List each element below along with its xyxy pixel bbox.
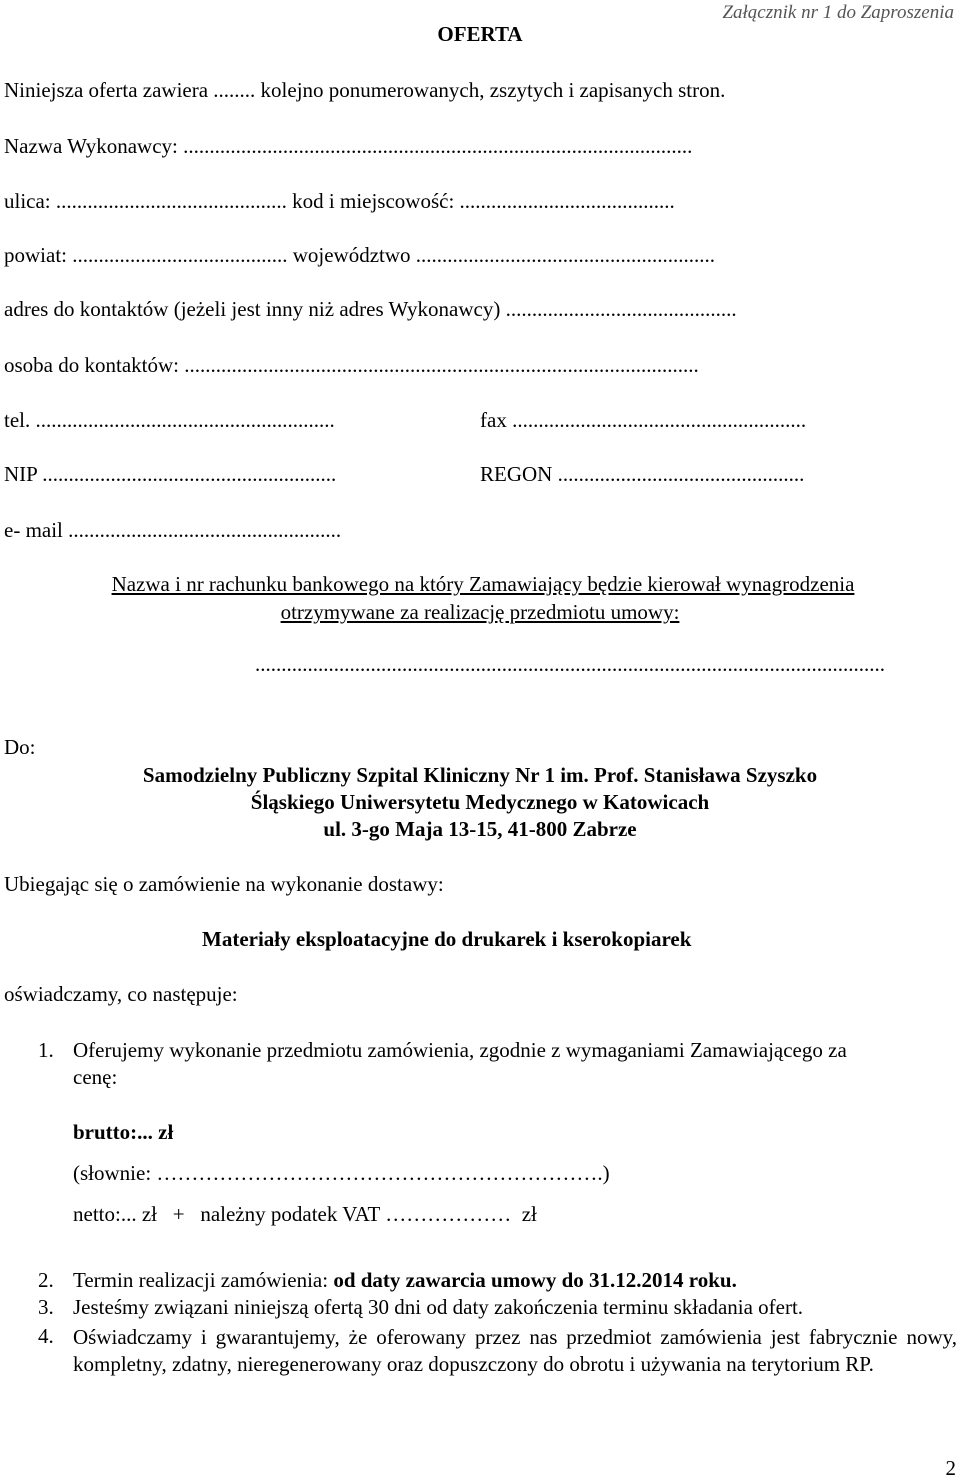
contractor-name-field: Nazwa Wykonawcy: ................................................................................................. [4, 134, 693, 158]
item-4-number: 4. [38, 1324, 54, 1348]
document-title: OFERTA [437, 22, 523, 46]
recipient-name-line2: Śląskiego Uniwersytetu Medycznego w Katowicach [250, 790, 710, 814]
attachment-label: Załącznik nr 1 do Zaproszenia [722, 2, 954, 23]
item-1-number: 1. [38, 1038, 54, 1062]
net-price-field: netto:... zł + należny podatek VAT ……………… zł [73, 1202, 537, 1226]
email-field: e- mail .................................................... [4, 518, 342, 542]
bank-account-field: ........................................................................................................................ [255, 652, 885, 676]
item-1-text-cont: cenę: [73, 1065, 118, 1089]
item-4-text: Oświadczamy i gwarantujemy, że oferowany przez nas przedmiot zamówienia jest fabrycznie nowy, kompletny, zdatny, nieregenerowany oraz dopuszczony do obrotu i używania na terytorium RP. [73, 1325, 957, 1376]
page-number: 2 [945, 1456, 956, 1480]
recipient-label: Do: [4, 735, 36, 759]
item-2-number: 2. [38, 1268, 54, 1292]
bank-account-heading-line1: Nazwa i nr rachunku bankowego na który Zamawiający będzie kierował wynagrodzenia [111, 572, 855, 596]
fax-field: fax ........................................................ [480, 408, 807, 432]
order-intro: Ubiegając się o zamówienie na wykonanie dostawy: [4, 872, 444, 896]
bank-account-heading-line2: otrzymywane za realizację przedmiotu umowy: [280, 600, 680, 624]
regon-field: REGON ............................................... [480, 462, 805, 486]
declaration-intro: oświadczamy, co następuje: [4, 982, 238, 1006]
pages-count-line: Niniejsza oferta zawiera ........ kolejno ponumerowanych, zszytych i zapisanych stron. [4, 78, 726, 102]
order-subject: Materiały eksploatacyjne do drukarek i kserokopiarek [202, 927, 692, 951]
item-1-text: Oferujemy wykonanie przedmiotu zamówienia, zgodnie z wymaganiami Zamawiającego za [73, 1038, 847, 1062]
nip-field: NIP ........................................................ [4, 462, 337, 486]
recipient-name-line1: Samodzielny Publiczny Szpital Kliniczny Nr 1 im. Prof. Stanisława Szyszko [142, 763, 818, 787]
item-2-deadline: od daty zawarcia umowy do 31.12.2014 roku. [333, 1268, 737, 1292]
street-field: ulica: ............................................ kod i miejscowość: ......................................... [4, 189, 675, 213]
contact-person-field: osoba do kontaktów: .................................................................................................. [4, 353, 699, 377]
item-2-text [73, 1268, 737, 1292]
item-2-label: Termin realizacji zamówienia: [73, 1268, 334, 1292]
item-3-text: Jesteśmy związani niniejszą ofertą 30 dni od daty zakończenia terminu składania ofert. [73, 1295, 804, 1319]
gross-price-field: brutto:... zł [73, 1120, 174, 1144]
tel-field: tel. ......................................................... [4, 408, 335, 432]
recipient-address: ul. 3-go Maja 13-15, 41-800 Zabrze [323, 817, 637, 841]
item-3-number: 3. [38, 1295, 54, 1319]
contact-address-field: adres do kontaktów (jeżeli jest inny niż adres Wykonawcy) ............................................ [4, 297, 737, 321]
district-field: powiat: ......................................... województwo ......................................................... [4, 243, 716, 267]
price-in-words-field: (słownie: ……………………………………………………….) [73, 1161, 610, 1185]
